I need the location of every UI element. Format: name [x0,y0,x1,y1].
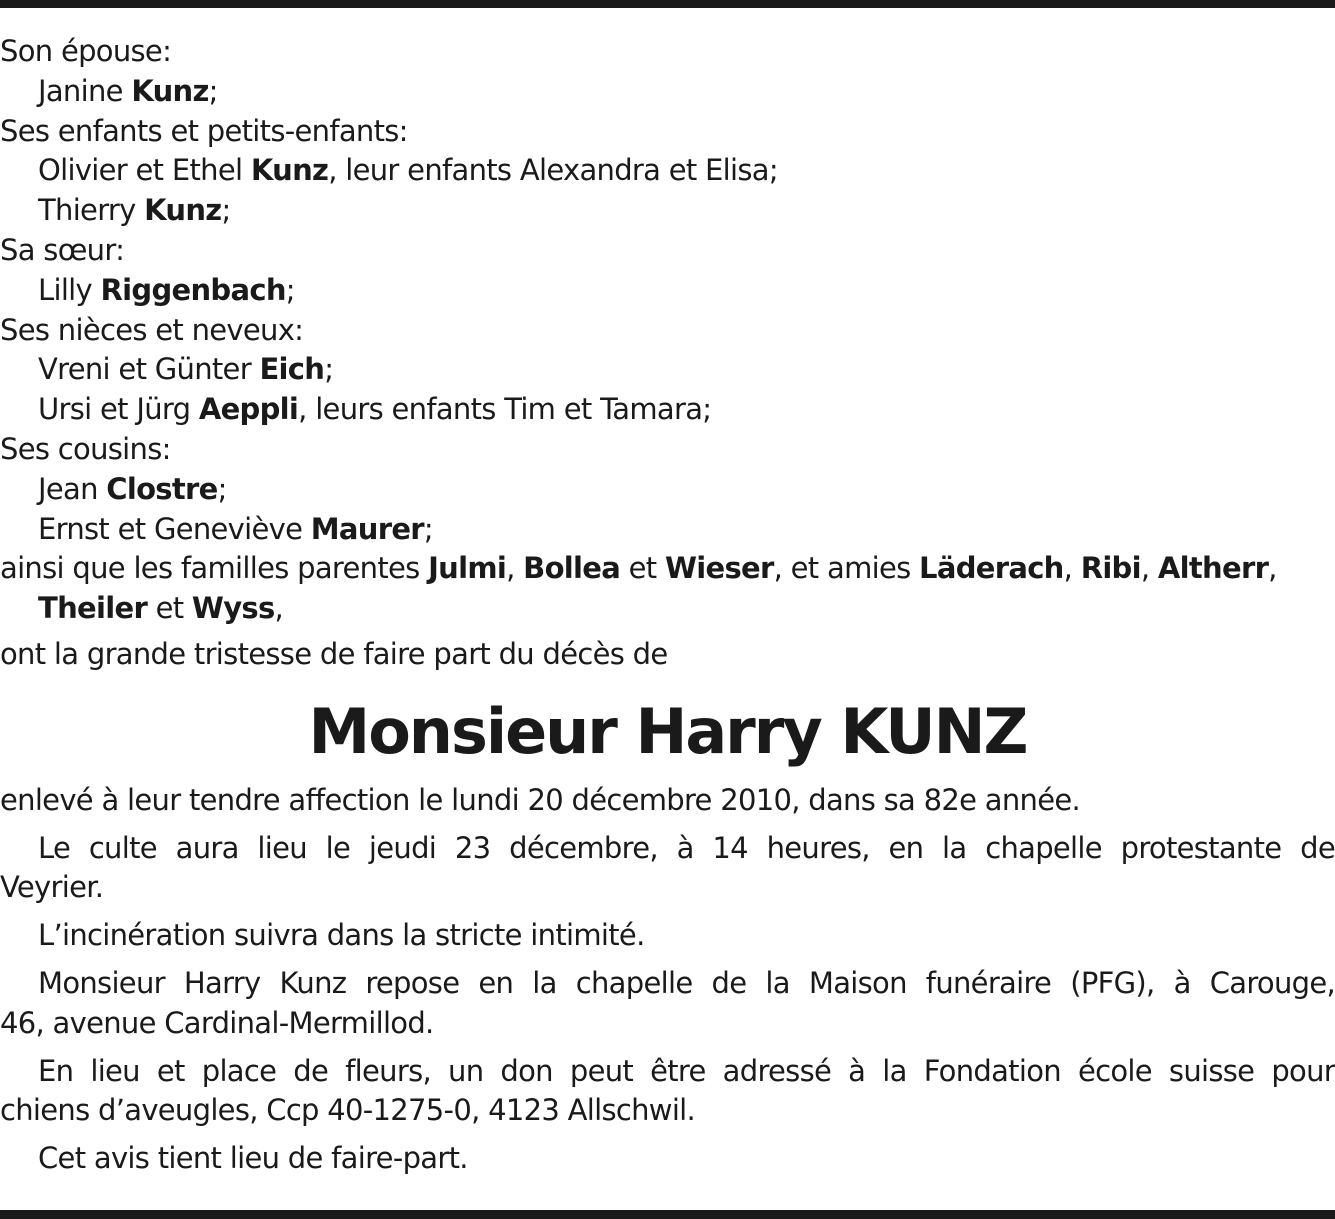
text-segment: Ursi et Jürg [38,392,199,427]
donation-line-2: chiens d’aveugles, Ccp 40-1275-0, 4123 Allschwil. [0,1093,696,1128]
top-rule [0,0,1335,8]
text-segment: Vreni et Günter [38,352,260,387]
text-segment: Janine [38,73,132,108]
relation-heading: Ses enfants et petits-enfants: [0,113,408,148]
family-name: Altherr [1157,551,1269,586]
relative-entry [0,271,1335,311]
relative-entry [0,151,1335,191]
relation-heading: Son épouse: [0,34,172,68]
announcement-intro: ont la grande tristesse de faire part du décès de [0,636,668,671]
family-name: Bollea [523,551,621,586]
closing-line: Cet avis tient lieu de faire-part. [38,1141,468,1176]
families-line [0,549,1335,589]
text-segment: et [620,551,665,586]
text-segment: , [506,551,524,586]
family-name: Wieser [664,551,774,586]
family-name: Riggenbach [100,272,286,307]
family-name: Kunz [250,153,329,188]
relative-entry [0,390,1335,430]
families-line-continued [0,589,1335,629]
bottom-rule [0,1210,1335,1219]
relative-entry [0,510,1335,550]
family-name: Kunz [131,73,209,108]
family-name: Wyss [191,591,275,626]
text-segment: , [1268,551,1277,586]
text-segment: , [1063,551,1081,586]
family-name: Läderach [919,551,1064,586]
obituary-notice [0,32,1335,1179]
family-name: Clostre [106,471,218,506]
text-segment: ; [221,193,231,228]
text-segment: Thierry [38,193,145,228]
family-name: Ribi [1080,551,1141,586]
service-line-1: Le culte aura lieu le jeudi 23 décembre, à 14 heures, en la chapelle protestante de [38,830,1335,865]
text-segment: ; [324,352,334,387]
repose-line-2: 46, avenue Cardinal-Mermillod. [0,1005,434,1040]
family-name: Kunz [144,193,222,228]
relative-entry [0,470,1335,510]
relative-entry [0,72,1335,112]
text-segment: Jean [38,471,107,506]
text-segment: , [1140,551,1158,586]
text-segment: ; [285,272,295,307]
relation-heading: Sa sœur: [0,232,125,267]
relation-heading: Ses cousins: [0,431,171,466]
text-segment: ; [423,511,433,546]
family-name: Julmi [428,551,507,586]
text-segment: , et amies [773,551,920,586]
text-segment: et [147,591,192,626]
family-name: Theiler [38,591,148,626]
deceased-name: Monsieur Harry KUNZ [308,694,1027,768]
cremation-line: L’incinération suivra dans la stricte intimité. [38,918,645,953]
repose-line-1: Monsieur Harry Kunz repose en la chapelle de la Maison funéraire (PFG), à Carouge, [38,965,1335,1000]
death-line: enlevé à leur tendre affection le lundi 20 décembre 2010, dans sa 82e année. [0,782,1081,817]
service-line-2: Veyrier. [0,870,104,905]
text-segment: , [274,591,284,626]
relation-heading: Ses nièces et neveux: [0,312,304,347]
donation-line-1: En lieu et place de fleurs, un don peut être adressé à la Fondation école suisse pour [38,1053,1335,1088]
family-name: Eich [259,352,325,387]
relatives-list [0,32,1335,549]
text-segment: ainsi que les familles parentes [0,551,429,586]
text-segment: , leur enfants Alexandra et Elisa; [328,153,778,188]
relative-entry [0,191,1335,231]
relative-entry [0,350,1335,390]
text-segment: ; [217,471,227,506]
text-segment: Ernst et Geneviève [38,511,311,546]
text-segment: , leurs enfants Tim et Tamara; [298,392,712,427]
family-name: Aeppli [198,392,299,427]
text-segment: Olivier et Ethel [38,153,251,188]
text-segment: ; [208,73,218,108]
text-segment: Lilly [38,272,101,307]
family-name: Maurer [310,511,424,546]
